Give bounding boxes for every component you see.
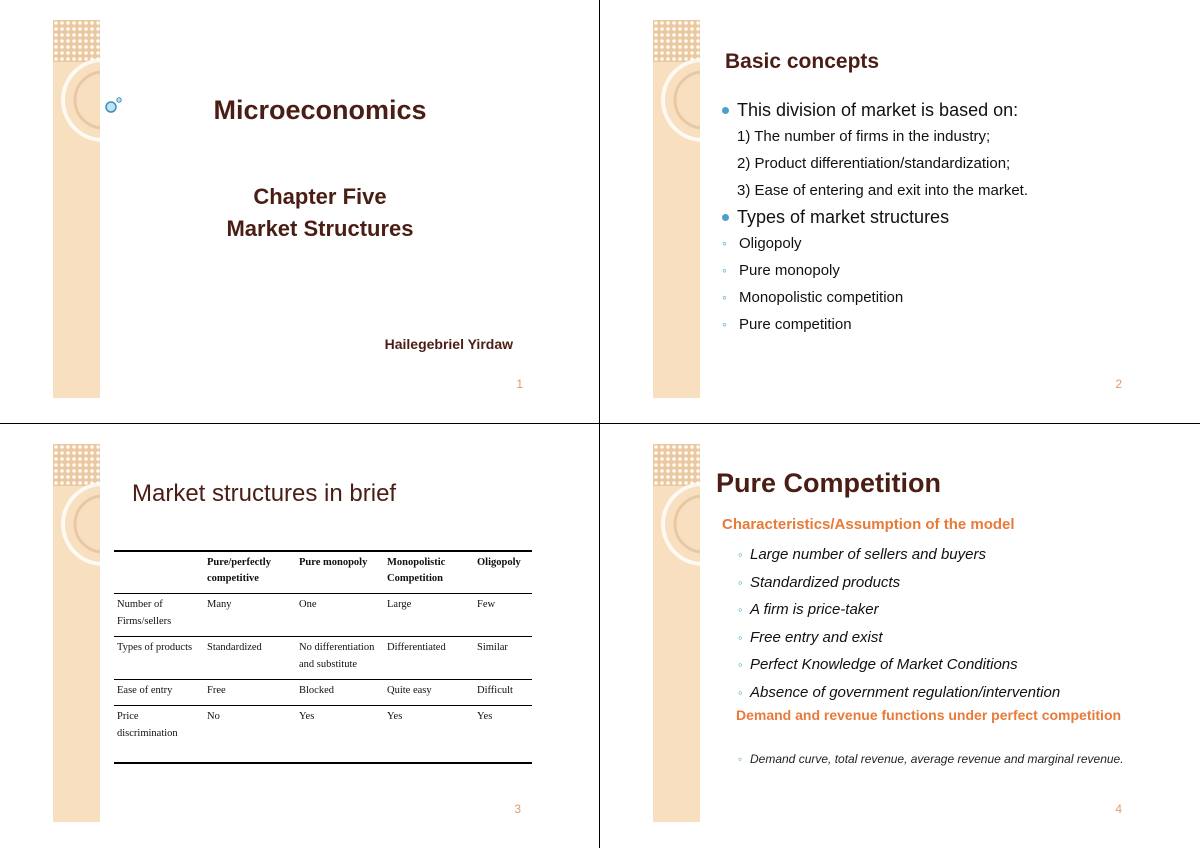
criteria-item: 1) The number of firms in the industry; [737,128,991,145]
section-heading: Characteristics/Assumption of the model [722,516,1015,533]
table-cell: Similar [474,637,532,680]
list-item: ◦ Free entry and exist [738,624,1060,652]
table-header-cell: Pure monopoly [296,551,384,594]
type-item: ◦ Oligopoly [722,230,1182,257]
slide-title: Market structures in brief [132,480,397,507]
list-item: ◦ Large number of sellers and buyers [738,541,1060,569]
list-item: ◦ Standardized products [738,569,1060,597]
table-cell: Many [204,594,296,637]
table-cell: Types of products [114,637,204,680]
table-cell: Number of Firms/sellers [114,594,204,637]
table-cell: One [296,594,384,637]
slide-title: Pure Competition [716,468,942,498]
table-cell: Free [204,680,296,706]
slide-2 [600,0,1200,424]
table-cell: Yes [474,706,532,764]
table-row [114,680,532,706]
table-cell: Yes [296,706,384,764]
table-header-cell: Oligopoly [474,551,532,594]
table-cell: Ease of entry [114,680,204,706]
swirl-decoration-icon [653,50,700,160]
type-item: ◦ Pure competition [722,311,1182,338]
list-item: ◦ Demand curve, total revenue, average revenue and marginal revenue. [738,751,1138,768]
presentation-title: Microeconomics [213,95,427,125]
table-row [114,637,532,680]
decorative-band [653,20,700,398]
chapter-heading [120,181,520,245]
slide-1 [0,0,600,424]
swirl-decoration-icon [653,474,700,584]
list-item: ◦ Perfect Knowledge of Market Conditions [738,651,1060,679]
type-item: ◦ Monopolistic competition [722,284,1182,311]
table-header-cell [114,551,204,594]
chapter-title: Market Structures [226,216,414,241]
table-header-row [114,551,532,594]
bullet-list [722,97,1182,338]
criteria-item: 2) Product differentiation/standardization; [737,155,1011,172]
bullet-item: Types of market structures [722,204,1182,230]
list-item: ◦ Absence of government regulation/intervention [738,679,1060,707]
table-cell: Few [474,594,532,637]
type-item: ◦ Pure monopoly [722,257,1182,284]
page-number: 3 [514,802,521,816]
swirl-decoration-icon [53,474,100,584]
slide-4 [600,424,1200,848]
bullet-item: This division of market is based on: [722,97,1182,123]
criteria-item: 3) Ease of entering and exit into the market. [737,182,1028,199]
page-number: 2 [1115,377,1122,391]
characteristics-list [738,541,1060,706]
table-cell: Price discrimination [114,706,204,764]
table-cell: No differentiation and substitute [296,637,384,680]
market-structures-table [114,550,532,764]
table-row [114,594,532,637]
decorative-band [53,20,100,398]
author-name: Hailegebriel Yirdaw [384,336,513,352]
decorative-band [53,444,100,822]
section-heading: Demand and revenue functions under perfect competition [736,707,1122,723]
list-item: ◦ A firm is price-taker [738,596,1060,624]
table-cell: Yes [384,706,474,764]
slide-3 [0,424,600,848]
table-cell: Large [384,594,474,637]
page-number: 1 [516,377,523,391]
table-header-cell: Monopolistic Competition [384,551,474,594]
table-cell: Difficult [474,680,532,706]
table-cell: Standardized [204,637,296,680]
page-number: 4 [1115,802,1122,816]
slide-title: Basic concepts [725,50,880,73]
table-cell: No [204,706,296,764]
table-cell: Quite easy [384,680,474,706]
table-cell: Blocked [296,680,384,706]
table-row [114,706,532,764]
table-header-cell: Pure/perfectly competitive [204,551,296,594]
chapter-number: Chapter Five [253,184,387,209]
decorative-band [653,444,700,822]
table-cell: Differentiated [384,637,474,680]
